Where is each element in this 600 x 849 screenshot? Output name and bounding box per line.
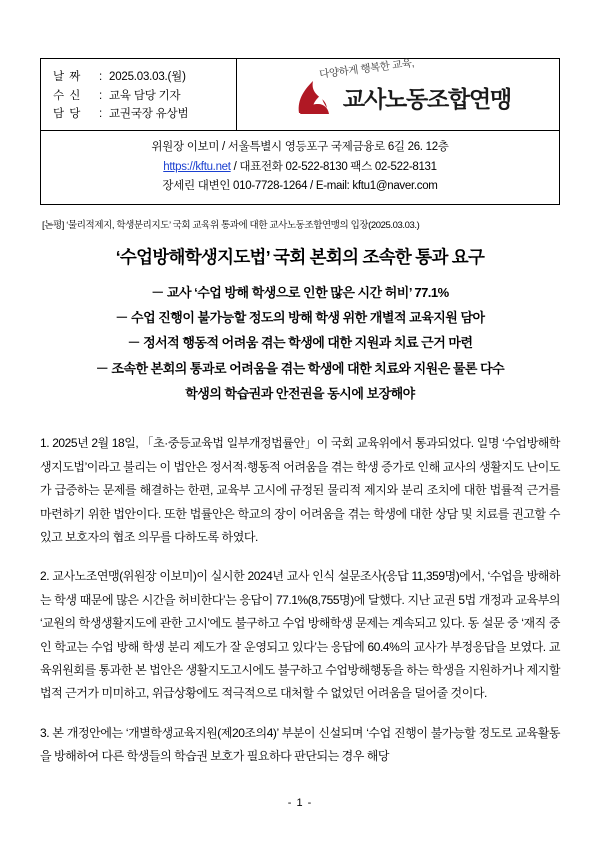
page-number: - 1 - [287, 797, 313, 809]
page-title: ‘수업방해학생지도법’ 국회 본회의 조속한 통과 요구 [115, 247, 485, 268]
meta-value-contact-person: 교권국장 유상범 [109, 108, 189, 121]
organization-logo [237, 59, 559, 130]
meta-label-date: 날 짜 [53, 71, 82, 83]
contact-phone-line [41, 158, 559, 178]
subtitle-item-1: － 교사 ‘수업 방해 학생으로 인한 많은 시간 허비’ 77.1% [151, 284, 449, 300]
meta-colon: : [99, 108, 102, 121]
meta-label-contact-person: 담 당 [53, 108, 82, 121]
subtitle-list [40, 280, 560, 407]
contact-spokesperson-line: 장세린 대변인 010-7728-1264 / E-mail: kftu1@naver.com [162, 180, 438, 193]
website-link[interactable]: https://kftu.net [163, 160, 231, 173]
header-top-row [41, 59, 559, 131]
body-paragraph-2: 2. 교사노조연맹(위원장 이보미)이 실시한 2024년 교사 인식 설문조사(응답 11,359명)에서, ‘수업을 방해하는 학생 때문에 많은 시간을 허비한다’는 응답이 77.1%(8,755명)에 달했다. 지난 교권 5법 개정과 교육부의 ‘교원의 학생생활지도에 관한 고시’에도 불구하고 수업 방해학생 문제는 계속되고 있다. 동 설문 중 ‘재직 중인 학교는 수업 방해 학생 분리 제도가 잘 운영되고 있다’는 응답에 60.4%의 교사가 부정응답을 보였다. 교육위원회를 통과한 본 법안은 생활지도고시에도 불구하고 수업방해행동을 하는 학생을 지원하거나 제지할 법적 근거가 미미하고, 위급상황에도 적극적으로 대처할 수 없었던 어려움을 덜어줄 것이다. [40, 569, 560, 701]
meta-colon: : [99, 89, 102, 102]
header-meta-block [41, 59, 237, 130]
meta-row-recipient [53, 87, 236, 106]
logo-wrap [291, 57, 512, 117]
contact-address-line: 위원장 이보미 / 서울특별시 영등포구 국제금융로 6길 26. 12층 [151, 140, 449, 153]
meta-value-date: 2025.03.03.(월) [109, 71, 186, 83]
subtitle-item-5: 학생의 학습권과 안전권을 동시에 보장해야 [185, 386, 415, 402]
subtitle-item-4: － 조속한 본회의 통과로 어려움을 겪는 학생에 대한 치료와 지원은 물론 다수 [95, 360, 505, 376]
meta-label-recipient: 수 신 [53, 89, 82, 102]
logo-organization-name: 교사노동조합연맹 [342, 85, 512, 112]
header-contact-block [41, 131, 559, 204]
press-release-header [40, 58, 560, 205]
meta-value-recipient: 교육 담당 기자 [109, 89, 181, 102]
meta-row-contact-person [53, 105, 236, 124]
document-kicker: [논평] ‘물리적제지, 학생분리지도’ 국회 교육위 통과에 대한 교사노동조합연맹의 입장(2025.03.03.) [42, 220, 420, 232]
body-paragraph-1: 1. 2025년 2월 18일, 「초·중등교육법 일부개정법률안」이 국회 교육위에서 통과되었다. 일명 ‘수업방해학생지도법’이라고 불리는 이 법안은 정서적·행동적 어려움을 겪는 학생 증가로 인해 교사의 생활지도 난이도가 급증하는 문제를 해결하는 한편, 교육부 고시에 규정된 물리적 제지와 분리 조치에 대한 법률적 근거를 마련하기 위한 법안이다. 또한 법률안은 학교의 장이 어려움을 겪는 학생에 대한 상담 및 치료를 권고할 수 있고 보호자의 협조 의무를 다하도록 하였다. [40, 436, 560, 544]
meta-row-date [53, 68, 236, 87]
flame-logo-icon [291, 77, 335, 117]
meta-colon: : [99, 71, 102, 83]
logo-slogan-text: 다양하게 행복한 교육, [318, 57, 415, 82]
body-paragraph-3: 3. 본 개정안에는 ‘개별학생교육지원(제20조의4)’ 부분이 신설되며 ‘수업 진행이 불가능할 정도로 교육활동을 방해하여 다른 학생들의 학습권 보호가 필요하다 판단되는 경우 해당 [40, 725, 560, 764]
subtitle-item-3: － 정서적 행동적 어려움 겪는 학생에 대한 지원과 치료 근거 마련 [127, 335, 473, 351]
document-body [40, 432, 560, 768]
contact-phone-text: / 대표전화 02-522-8130 팩스 02-522-8131 [230, 160, 437, 173]
subtitle-item-2: － 수업 진행이 불가능할 정도의 방해 학생 위한 개별적 교육지원 담아 [115, 310, 485, 326]
